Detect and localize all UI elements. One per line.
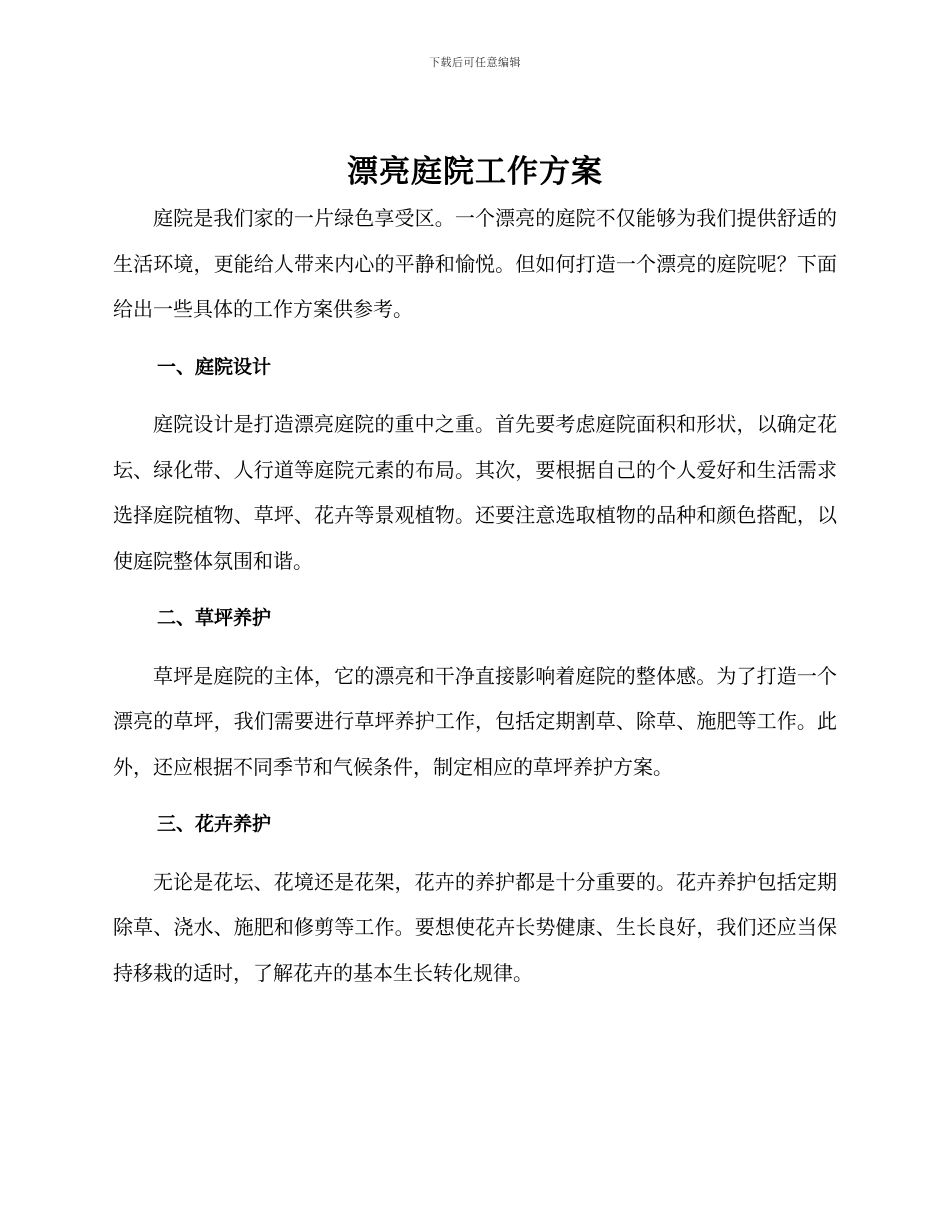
section-heading-garden-design: 一、庭院设计 <box>157 355 272 378</box>
document-body <box>113 148 837 996</box>
document-title: 漂亮庭院工作方案 <box>347 154 603 190</box>
section-heading-lawn-care: 二、草坪养护 <box>157 607 272 629</box>
section-body-flower-care: 无论是花坛、花境还是花架，花卉的养护都是十分重要的。花卉养护包括定期除草、浇水、施肥和修剪等工作。要想使花卉长势健康、生长良好，我们还应当保持移栽的适时，了解花卉的基本生长转化规律。 <box>113 869 837 985</box>
section-heading-flower-care: 三、花卉养护 <box>157 813 272 835</box>
intro-paragraph: 庭院是我们家的一片绿色享受区。一个漂亮的庭院不仅能够为我们提供舒适的生活环境，更能给人带来内心的平静和愉悦。但如何打造一个漂亮的庭院呢？下面给出一些具体的工作方案供参考。 <box>113 206 837 321</box>
section-body-lawn-care: 草坪是庭院的主体，它的漂亮和干净直接影响着庭院的整体感。为了打造一个漂亮的草坪，我们需要进行草坪养护工作，包括定期割草、除草、施肥等工作。此外，还应根据不同季节和气候条件，制定相应的草坪养护方案。 <box>113 663 837 779</box>
page-header-note: 下载后可任意编辑 <box>429 56 521 69</box>
section-body-garden-design: 庭院设计是打造漂亮庭院的重中之重。首先要考虑庭院面积和形状，以确定花坛、绿化带、人行道等庭院元素的布局。其次，要根据自己的个人爱好和生活需求选择庭院植物、草坪、花卉等景观植物。还要注意选取植物的品种和颜色搭配，以使庭院整体氛围和谐。 <box>113 412 837 573</box>
